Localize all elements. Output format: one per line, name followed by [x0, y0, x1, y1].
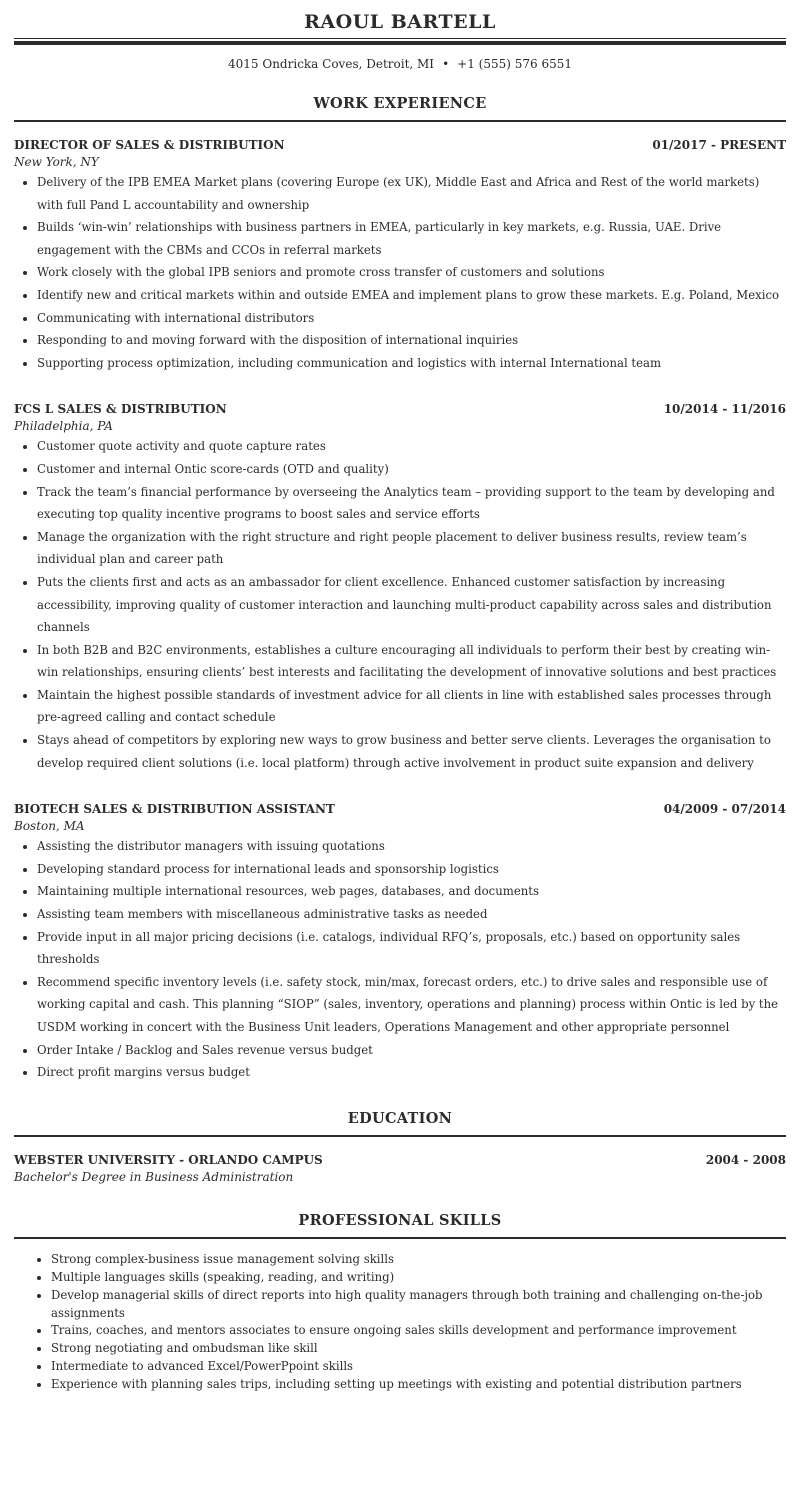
education-entry [14, 1152, 786, 1186]
job-bullet: • Maintain the highest possible standards of investment advice for all clients in line with established sales processes through pre-agreed calling and contact schedule [37, 684, 786, 729]
job-position: FCS L SALES & DISTRIBUTION [14, 402, 227, 417]
job-bullet-list [14, 171, 786, 374]
job-bullet: • Stays ahead of competitors by exploring new ways to grow business and better serve clients. Leverages the organisation to develop required client solutions (i.e. local platform) through active involvement in product suite expansion and delivery [37, 729, 786, 774]
job-bullet: • Direct profit margins versus budget [37, 1061, 786, 1084]
contact-address: 4015 Ondricka Coves, Detroit, MI [228, 57, 435, 71]
job-bullet: • Puts the clients first and acts as an ambassador for client excellence. Enhanced customer satisfaction by increasing accessibility, improving quality of customer interaction and launching multi-product capability across sales and distribution channels [37, 571, 786, 639]
education-dates: 2004 - 2008 [705, 1152, 786, 1167]
contact-separator: • [442, 57, 450, 71]
job-entry [14, 401, 786, 774]
job-bullet: • Maintaining multiple international resources, web pages, databases, and documents [37, 880, 786, 903]
job-position: DIRECTOR OF SALES & DISTRIBUTION [14, 138, 285, 152]
skill-item: • Strong complex-business issue management solving skills [51, 1251, 786, 1269]
candidate-name: RAOUL BARTELL [304, 11, 496, 33]
section-title-education: EDUCATION [14, 1110, 786, 1137]
resume-page [14, 0, 786, 1394]
skill-item: • Develop managerial skills of direct reports into high quality managers through both training and challenging on-the-job assignments [51, 1287, 786, 1323]
job-dates: 04/2009 - 07/2014 [663, 802, 786, 817]
job-bullet: • Responding to and moving forward with the disposition of international inquiries [37, 329, 786, 352]
school-name: WEBSTER UNIVERSITY - ORLANDO CAMPUS [14, 1152, 323, 1167]
skill-item: • Multiple languages skills (speaking, reading, and writing) [51, 1269, 786, 1287]
job-bullet: • Customer quote activity and quote capture rates [37, 435, 786, 458]
job-bullet: • Customer and internal Ontic score-cards (OTD and quality) [37, 458, 786, 481]
job-position: BIOTECH SALES & DISTRIBUTION ASSISTANT [14, 802, 335, 817]
job-bullet: • Provide input in all major pricing decisions (i.e. catalogs, individual RFQ’s, proposals, etc.) based on opportunity sales thresholds [37, 926, 786, 971]
job-dates: 10/2014 - 11/2016 [663, 402, 786, 417]
section-title-work-experience: WORK EXPERIENCE [14, 95, 786, 122]
job-bullet: • Recommend specific inventory levels (i.e. safety stock, min/max, forecast orders, etc.) to drive sales and responsible use of working capital and cash. This planning “SIOP” (sales, inventory, operations and planning) process within Ontic is led by the USDM working in concert with the Business Unit leaders, Operations Management and other appropriate personnel [37, 971, 786, 1039]
job-bullet: • Order Intake / Backlog and Sales revenue versus budget [37, 1039, 786, 1062]
job-bullet-list [14, 835, 786, 1084]
job-location: New York, NY [14, 155, 99, 169]
job-bullet: • In both B2B and B2C environments, establishes a culture encouraging all individuals to perform their best by creating win-win relationships, ensuring clients’ best interests and facilitating the development of innovative solutions and best practices [37, 639, 786, 684]
skills-list [14, 1251, 786, 1394]
job-bullet: • Assisting team members with miscellaneous administrative tasks as needed [37, 903, 786, 926]
job-bullet: • Work closely with the global IPB seniors and promote cross transfer of customers and solutions [37, 261, 786, 284]
job-header [14, 801, 786, 818]
job-header [14, 401, 786, 418]
degree: Bachelor's Degree in Business Administration [14, 1169, 294, 1184]
header-rule-thin [14, 38, 786, 39]
job-location: Philadelphia, PA [14, 419, 113, 434]
job-bullet: • Developing standard process for international leads and sponsorship logistics [37, 858, 786, 881]
job-location: Boston, MA [14, 819, 85, 834]
job-entry [14, 137, 786, 374]
skills-section [14, 1212, 786, 1394]
skill-item: • Intermediate to advanced Excel/PowerPpoint skills [51, 1358, 786, 1376]
education-header [14, 1152, 786, 1169]
job-bullet: • Supporting process optimization, including communication and logistics with internal International team [37, 352, 786, 375]
job-bullet: • Builds ‘win-win’ relationships with business partners in EMEA, particularly in key markets, e.g. Russia, UAE. Drive engagement with the CBMs and CCOs in referral markets [37, 216, 786, 261]
job-bullet: • Communicating with international distributors [37, 307, 786, 330]
header-rule-thick [14, 41, 786, 45]
job-entry [14, 801, 786, 1084]
skill-item: • Strong negotiating and ombudsman like skill [51, 1340, 786, 1358]
work-experience-section [14, 95, 786, 1084]
job-bullet-list [14, 435, 786, 774]
job-bullet: • Track the team’s financial performance by overseeing the Analytics team – providing support to the team by developing and executing top quality incentive programs to boost sales and service efforts [37, 481, 786, 526]
skill-item: • Experience with planning sales trips, including setting up meetings with existing and potential distribution partners [51, 1376, 786, 1394]
contact-phone: +1 (555) 576 6551 [457, 57, 572, 71]
contact-line [14, 55, 786, 73]
job-bullet: • Identify new and critical markets within and outside EMEA and implement plans to grow these markets. E.g. Poland, Mexico [37, 284, 786, 307]
skill-item: • Trains, coaches, and mentors associates to ensure ongoing sales skills development and performance improvement [51, 1322, 786, 1340]
section-title-skills: PROFESSIONAL SKILLS [14, 1212, 786, 1239]
job-bullet: • Manage the organization with the right structure and right people placement to deliver business results, review team’s individual plan and career path [37, 526, 786, 571]
job-bullet: • Delivery of the IPB EMEA Market plans (covering Europe (ex UK), Middle East and Africa and Rest of the world markets) with full Pand L accountability and ownership [37, 171, 786, 216]
education-section [14, 1110, 786, 1186]
job-header [14, 137, 786, 154]
job-dates: 01/2017 - PRESENT [652, 138, 786, 152]
job-bullet: • Assisting the distributor managers with issuing quotations [37, 835, 786, 858]
